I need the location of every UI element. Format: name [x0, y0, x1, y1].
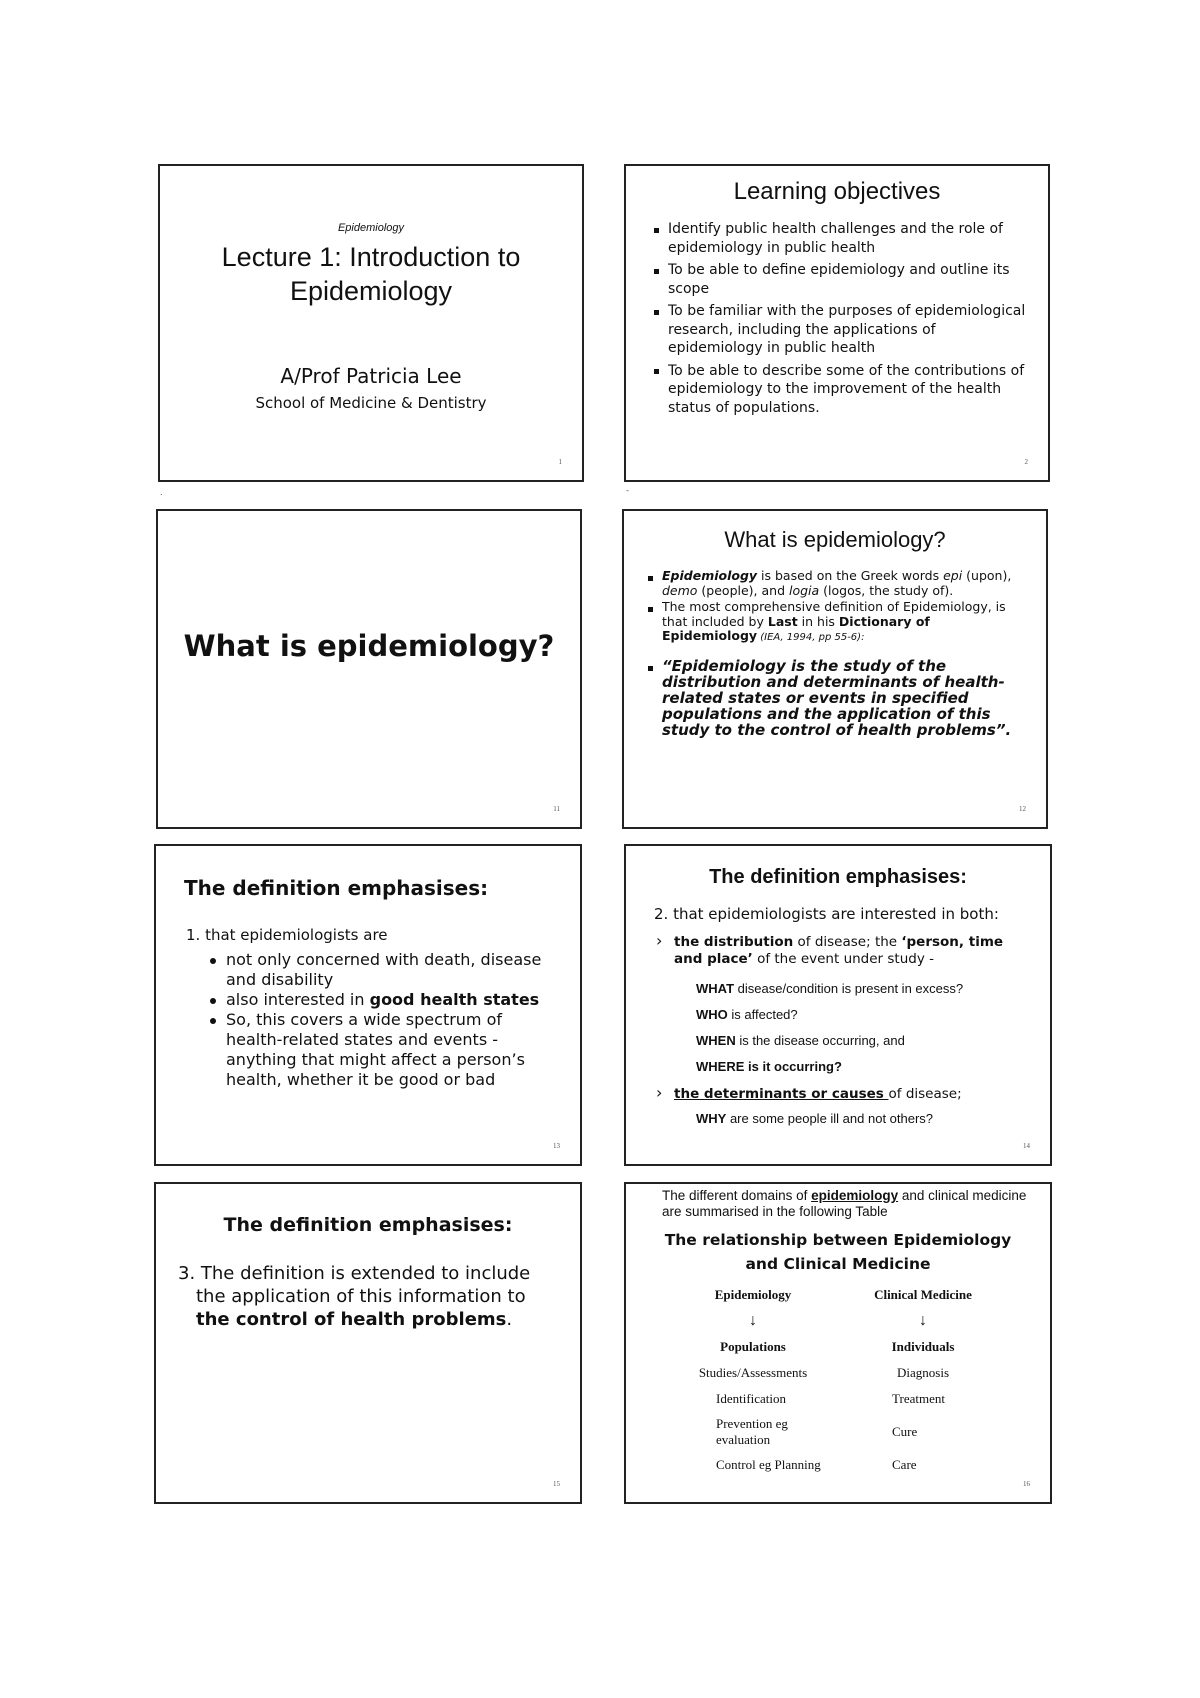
slide-number: 11	[553, 805, 560, 813]
down-arrow-icon: ↓	[919, 1312, 927, 1329]
text: of the event under study -	[752, 951, 934, 967]
text: .	[506, 1309, 513, 1330]
text: disease/condition is present in excess?	[734, 981, 964, 996]
slide-6	[624, 844, 1052, 1166]
table-cell: Diagnosis	[897, 1365, 949, 1380]
reference: (IEA, 1994, pp 55-6):	[757, 632, 865, 643]
list-item: To be familiar with the purposes of epidemiological research, including the applications of epidemiology in public health	[650, 302, 1030, 358]
slide-title: What is epidemiology?	[183, 629, 555, 663]
question-what	[696, 976, 1050, 1002]
slide-number: 12	[1019, 805, 1026, 813]
slide-title: The definition emphasises:	[709, 866, 967, 888]
slide-number: 15	[553, 1480, 560, 1488]
slide-title: The definition emphasises:	[184, 876, 489, 900]
column-header: Clinical Medicine	[874, 1287, 972, 1302]
table-cell: Care	[892, 1457, 917, 1472]
table-cell: Treatment	[892, 1391, 945, 1406]
slide-8	[624, 1182, 1052, 1504]
greek-word: epi	[943, 568, 963, 583]
keyword: WHY	[696, 1111, 727, 1126]
bold-text: the distribution	[674, 934, 794, 950]
distribution-bullet	[652, 934, 1030, 968]
keyword: WHAT	[696, 981, 735, 996]
slide-title	[160, 240, 582, 308]
table-cell: Prevention eg evaluation	[716, 1416, 788, 1447]
book-title: Dictionary of Epidemiology	[662, 613, 930, 643]
slide-4	[622, 509, 1048, 829]
list-item: Identify public health challenges and the role of epidemiology in public health	[650, 220, 1030, 257]
list-item: To be able to define epidemiology and outline its scope	[650, 261, 1030, 298]
title-line-1: Lecture 1: Introduction to	[221, 242, 521, 272]
text: in his	[797, 613, 839, 629]
text: (people), and	[697, 582, 789, 598]
emphasis-list	[204, 950, 550, 1090]
text: is the disease occurring, and	[735, 1033, 905, 1048]
slide-number: 1	[558, 458, 562, 466]
term: Epidemiology	[662, 568, 758, 583]
text: of disease;	[888, 1086, 962, 1102]
bold-text: the control of health problems	[196, 1309, 507, 1330]
slide-7	[154, 1182, 582, 1504]
text: (logos, the study of).	[819, 582, 954, 598]
school: School of Medicine & Dentistry	[255, 394, 487, 412]
slide-number: 16	[1023, 1480, 1030, 1488]
question-when	[696, 1028, 1050, 1054]
text: of disease; the	[793, 934, 902, 950]
table-title: The relationship between Epidemiology and Clinical Medicine	[664, 1231, 1012, 1273]
text: is affected?	[727, 1007, 798, 1022]
table-row	[668, 1360, 1008, 1386]
table-cell: Cure	[892, 1424, 918, 1439]
slide-5	[154, 844, 582, 1166]
lead-text: 1. that epidemiologists are	[186, 926, 388, 944]
text: (upon),	[962, 568, 1012, 583]
table-header-row	[668, 1282, 1008, 1308]
greek-word: demo	[662, 582, 698, 598]
question-list	[696, 976, 1050, 1080]
list-item: So, this covers a wide spectrum of health-related states and events - anything that might affect a person’s health, whether it be good or bad	[204, 1010, 550, 1090]
text: are some people ill and not others?	[726, 1111, 934, 1126]
slide-title: What is epidemiology?	[724, 527, 946, 552]
table-cell: Populations	[720, 1339, 786, 1354]
list-item: not only concerned with death, disease and disability	[204, 950, 550, 990]
table-row	[668, 1452, 1008, 1478]
table-row	[668, 1386, 1008, 1412]
slide-number: 2	[1024, 458, 1028, 466]
keyword: WHEN	[696, 1033, 736, 1048]
table-row	[668, 1412, 1008, 1452]
slide-3	[156, 509, 582, 829]
text: The most comprehensive definition of Epidemiology, is that included by	[662, 599, 1006, 629]
slide-1	[158, 164, 584, 482]
slide-kicker: Epidemiology	[337, 222, 405, 234]
question-where	[696, 1054, 1050, 1080]
intro-text	[662, 1188, 1030, 1220]
keyword: WHERE is it occurring?	[696, 1059, 842, 1074]
slide-number: 14	[1023, 1142, 1030, 1150]
page-tick: -	[626, 486, 629, 495]
author: A/Prof Patricia Lee	[280, 364, 462, 388]
slide-number: 13	[553, 1142, 560, 1150]
list-item: To be able to describe some of the contributions of epidemiology to the improvement of the health status of populations.	[650, 362, 1030, 418]
list-item	[644, 600, 1024, 646]
relationship-table	[668, 1282, 1008, 1478]
bold-text: epidemiology	[811, 1188, 899, 1203]
table-row	[668, 1308, 1008, 1334]
down-arrow-icon: ↓	[749, 1312, 757, 1329]
column-header: Epidemiology	[714, 1287, 792, 1302]
question-who	[696, 1002, 1050, 1028]
table-cell: Identification	[716, 1391, 787, 1406]
bold-text: good health states	[369, 990, 540, 1009]
table-row	[668, 1334, 1008, 1360]
question-why	[696, 1111, 1050, 1126]
bold-text: ‘person, time and place’	[674, 934, 1004, 967]
text: also interested in	[226, 990, 370, 1009]
list-item	[204, 990, 550, 1010]
title-line-2: Epidemiology	[289, 276, 453, 306]
slide-2	[624, 164, 1050, 482]
author-name: Last	[767, 613, 798, 629]
greek-word: logia	[789, 582, 820, 598]
table-cell: Individuals	[891, 1339, 955, 1354]
table-cell: Control eg Planning	[716, 1457, 821, 1472]
bold-text: the determinants or causes	[674, 1086, 889, 1102]
text: The different domains of	[662, 1188, 812, 1203]
body-text	[178, 1262, 556, 1331]
lead-text: 2. that epidemiologists are interested in both:	[654, 905, 999, 923]
definition-list	[644, 569, 1024, 738]
slide-title: The definition emphasises:	[223, 1214, 513, 1236]
determinants-bullet	[652, 1086, 1030, 1103]
objectives-list	[650, 220, 1030, 417]
definition-quote: “Epidemiology is the study of the distribution and determinants of health-related states or events in specified populations and the application of this study to the control of health problems”.	[644, 658, 1024, 738]
text: 3. The definition is extended to include the application of this information to	[178, 1263, 531, 1307]
keyword: WHO	[696, 1007, 728, 1022]
page-tick: .	[160, 488, 163, 497]
slide-title: Learning objectives	[733, 178, 941, 205]
table-cell: Studies/Assessments	[698, 1365, 808, 1380]
list-item	[644, 569, 1024, 598]
text: and clinical medicine are summarised in the following Table	[662, 1188, 1027, 1219]
text: is based on the Greek words	[757, 568, 944, 583]
